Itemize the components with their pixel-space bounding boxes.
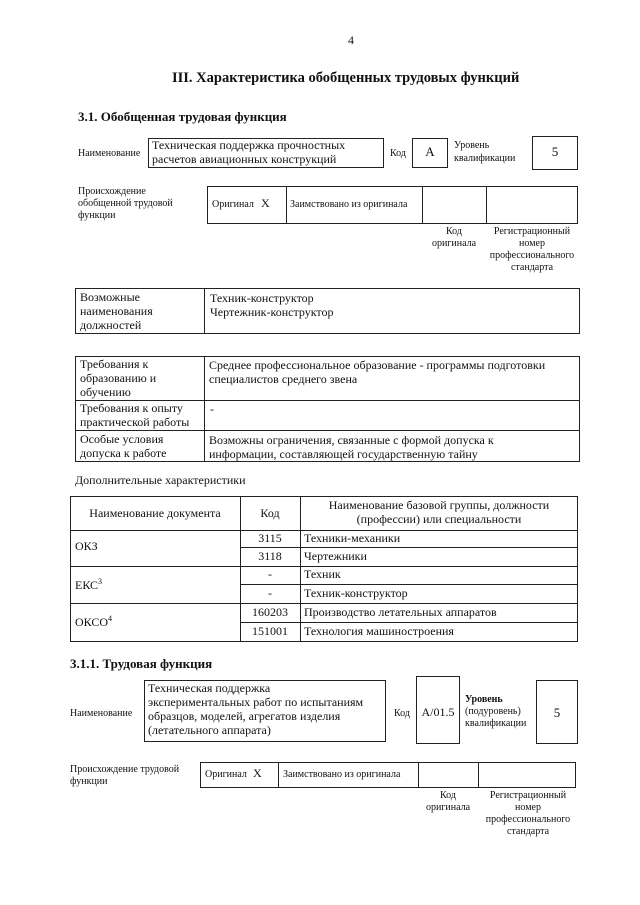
gtf-reg-2: номер (519, 238, 545, 249)
positions-label-1: Возможные (80, 290, 140, 304)
extra-name-3: Техник-конструктор (304, 586, 408, 600)
tf-origin-label-1: Происхождение трудовой (70, 764, 180, 775)
extra-code-5: 151001 (252, 624, 288, 638)
req-edu-label-3: обучению (80, 385, 131, 399)
tf-reg-3: профессионального (485, 814, 571, 825)
gtf-code-value: А (425, 144, 435, 159)
tf-heading: 3.1.1. Трудовая функция (70, 656, 213, 671)
extra-name-1: Чертежники (304, 549, 367, 563)
tf-reg-2: номер (515, 802, 541, 813)
extra-name-2: Техник (304, 567, 341, 581)
tf-name-line3: образцов, моделей, агрегатов изделия (148, 709, 341, 723)
extra-col-name-1: Наименование базовой группы, должности (328, 498, 550, 512)
req-exp-label-1: Требования к опыту (80, 401, 183, 415)
tf-level-3: квалификации (465, 718, 527, 729)
extra-heading: Дополнительные характеристики (75, 473, 246, 487)
extra-code-4: 160203 (252, 605, 288, 619)
tf-reg-4: стандарта (506, 826, 550, 837)
tf-original-label: Оригинал (205, 769, 247, 780)
extra-col-code: Код (260, 506, 280, 520)
section-title: III. Характеристика обобщенных трудовых функций (172, 70, 520, 86)
req-edu-value-2: специалистов среднего звена (209, 372, 358, 386)
req-exp-label-2: практической работы (80, 415, 190, 429)
req-edu-label-1: Требования к (80, 357, 149, 371)
gtf-original-mark: Х (261, 196, 270, 210)
req-edu-value-1: Среднее профессиональное образование - программы подготовки (209, 358, 546, 372)
tf-name-line4: (летательного аппарата) (148, 723, 271, 737)
extra-doc-okz: ОКЗ (75, 539, 98, 553)
gtf-reg-4: стандарта (510, 262, 554, 273)
gtf-level-label-2: квалификации (454, 153, 516, 164)
gtf-reg-1: Регистрационный (493, 226, 571, 237)
tf-borrowed-label: Заимствовано из оригинала (283, 769, 401, 780)
tf-code-value: А/01.5 (421, 705, 455, 719)
extra-code-3: - (268, 586, 272, 600)
tf-name-line2: экспериментальных работ по испытаниям (148, 695, 364, 709)
extra-code-1: 3118 (258, 549, 282, 563)
req-edu-label-2: образованию и (80, 371, 157, 385)
position-1: Техник-конструктор (210, 291, 314, 305)
tf-name-label: Наименование (70, 708, 133, 719)
extra-name-0: Техники-механики (304, 531, 401, 545)
gtf-heading: 3.1. Обобщенная трудовая функция (78, 109, 287, 124)
tf-reg-1: Регистрационный (489, 790, 567, 801)
extra-doc-eks: ЕКС$^3$ (75, 577, 103, 592)
special-label-1: Особые условия (80, 432, 164, 446)
gtf-code-orig-2: оригинала (431, 238, 477, 249)
extra-name-4: Производство летательных аппаратов (304, 605, 497, 619)
tf-level-2: (подуровень) (465, 706, 521, 717)
gtf-name-label: Наименование (78, 148, 141, 159)
special-value-1: Возможны ограничения, связанные с формой допуска к (209, 433, 494, 447)
gtf-origin-label-3: функции (78, 210, 116, 221)
req-exp-value: - (210, 402, 214, 416)
page-number: 4 (348, 33, 354, 47)
tf-original-mark: Х (253, 766, 262, 780)
gtf-borrowed-label: Заимствовано из оригинала (290, 199, 408, 210)
tf-origin-label-2: функции (70, 776, 108, 787)
tf-code-label: Код (394, 708, 410, 719)
tf-code-orig-2: оригинала (425, 802, 471, 813)
gtf-code-orig-1: Код (446, 226, 462, 237)
gtf-level-value: 5 (551, 144, 559, 159)
special-label-2: допуска к работе (80, 446, 167, 460)
gtf-code-label: Код (390, 148, 406, 159)
extra-code-0: 3115 (258, 531, 282, 545)
gtf-origin-label-1: Происхождение (78, 186, 146, 197)
tf-level-1: Уровень (465, 694, 503, 705)
tf-level-value: 5 (553, 705, 561, 720)
gtf-original-label: Оригинал (212, 199, 254, 210)
tf-name-line1: Техническая поддержка (148, 681, 271, 695)
position-2: Чертежник-конструктор (210, 305, 334, 319)
extra-col-doc: Наименование документа (89, 506, 221, 520)
tf-code-orig-1: Код (440, 790, 456, 801)
positions-label-2: наименования (80, 304, 153, 318)
extra-code-2: - (268, 567, 272, 581)
gtf-reg-3: профессионального (489, 250, 575, 261)
extra-name-5: Технология машиностроения (304, 624, 454, 638)
extra-doc-okso: ОКСО$^4$ (75, 614, 113, 629)
gtf-name-line1: Техническая поддержка прочностных (152, 138, 346, 152)
gtf-name-line2: расчетов авиационных конструкций (152, 152, 337, 166)
positions-label-3: должностей (80, 318, 142, 332)
gtf-origin-label-2: обобщенной трудовой (78, 198, 173, 209)
gtf-level-label-1: Уровень (454, 140, 490, 151)
extra-col-name-2: (профессии) или специальности (356, 512, 522, 526)
special-value-2: информации, составляющей государственную тайну (209, 447, 478, 461)
